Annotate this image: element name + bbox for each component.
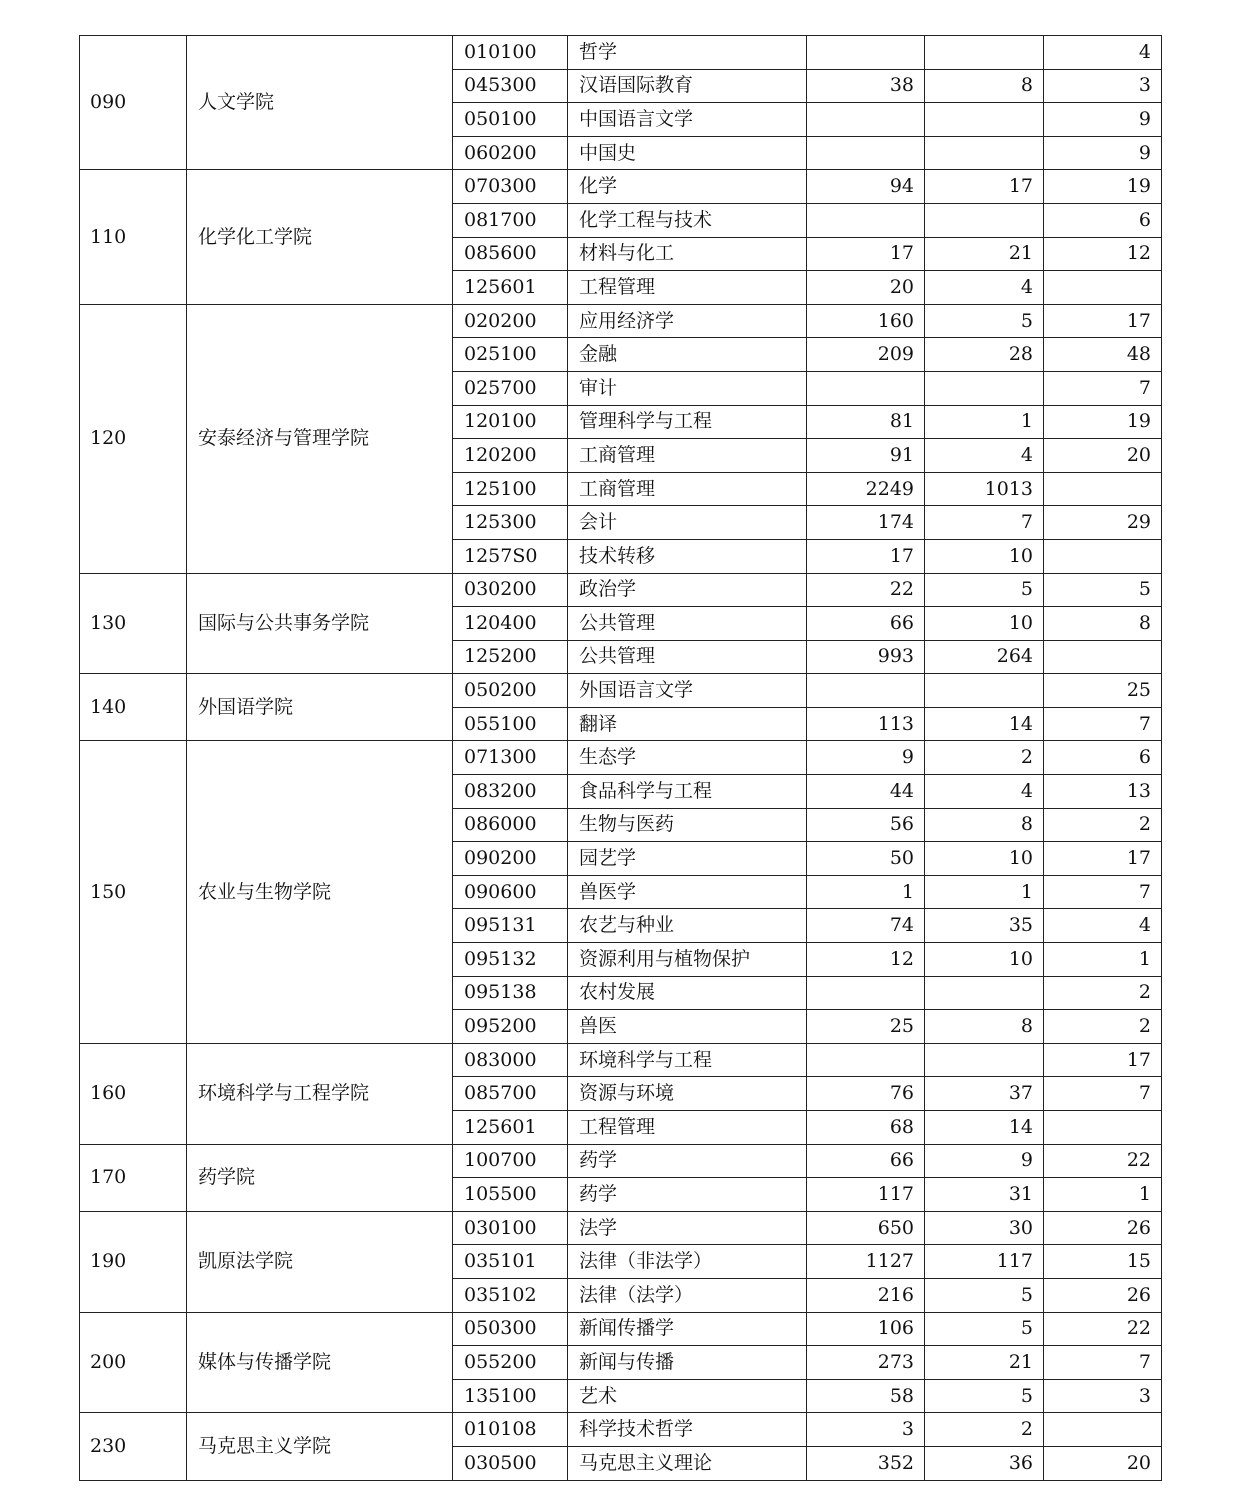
count-c-cell: 7 bbox=[1044, 1346, 1162, 1380]
count-b-cell: 1013 bbox=[925, 472, 1044, 506]
count-b-cell: 10 bbox=[925, 842, 1044, 876]
major-code-cell: 055200 bbox=[453, 1346, 568, 1380]
department-code-cell: 130 bbox=[80, 573, 187, 674]
major-code-cell: 083200 bbox=[453, 775, 568, 809]
department-code-cell: 140 bbox=[80, 674, 187, 741]
major-name-cell: 资源利用与植物保护 bbox=[568, 943, 807, 977]
major-code-cell: 086000 bbox=[453, 808, 568, 842]
count-b-cell: 4 bbox=[925, 439, 1044, 473]
major-code-cell: 050100 bbox=[453, 103, 568, 137]
count-b-cell: 17 bbox=[925, 170, 1044, 204]
count-a-cell: 74 bbox=[807, 909, 925, 943]
count-c-cell: 1 bbox=[1044, 1178, 1162, 1212]
department-name-cell: 凯原法学院 bbox=[187, 1211, 453, 1312]
major-name-cell: 科学技术哲学 bbox=[568, 1413, 807, 1447]
major-name-cell: 环境科学与工程 bbox=[568, 1043, 807, 1077]
department-code-cell: 190 bbox=[80, 1211, 187, 1312]
count-b-cell: 4 bbox=[925, 271, 1044, 305]
count-b-cell: 21 bbox=[925, 1346, 1044, 1380]
enrollment-table bbox=[79, 35, 1162, 1481]
count-a-cell: 2249 bbox=[807, 472, 925, 506]
count-c-cell: 25 bbox=[1044, 674, 1162, 708]
major-name-cell: 药学 bbox=[568, 1144, 807, 1178]
count-c-cell: 22 bbox=[1044, 1312, 1162, 1346]
count-c-cell: 7 bbox=[1044, 1077, 1162, 1111]
major-code-cell: 095131 bbox=[453, 909, 568, 943]
table-row bbox=[80, 1144, 1162, 1178]
major-name-cell: 园艺学 bbox=[568, 842, 807, 876]
department-name-cell: 马克思主义学院 bbox=[187, 1413, 453, 1480]
count-b-cell bbox=[925, 371, 1044, 405]
count-b-cell: 1 bbox=[925, 405, 1044, 439]
major-code-cell: 035102 bbox=[453, 1278, 568, 1312]
count-a-cell: 58 bbox=[807, 1379, 925, 1413]
count-c-cell: 3 bbox=[1044, 1379, 1162, 1413]
major-code-cell: 085600 bbox=[453, 237, 568, 271]
count-c-cell bbox=[1044, 1111, 1162, 1145]
major-name-cell: 法学 bbox=[568, 1211, 807, 1245]
count-c-cell: 9 bbox=[1044, 136, 1162, 170]
count-a-cell: 17 bbox=[807, 237, 925, 271]
major-code-cell: 071300 bbox=[453, 741, 568, 775]
count-b-cell: 37 bbox=[925, 1077, 1044, 1111]
count-a-cell bbox=[807, 203, 925, 237]
count-a-cell: 117 bbox=[807, 1178, 925, 1212]
count-b-cell: 117 bbox=[925, 1245, 1044, 1279]
count-b-cell: 4 bbox=[925, 775, 1044, 809]
count-c-cell: 7 bbox=[1044, 875, 1162, 909]
count-c-cell: 26 bbox=[1044, 1211, 1162, 1245]
count-c-cell bbox=[1044, 271, 1162, 305]
major-name-cell: 生物与医药 bbox=[568, 808, 807, 842]
count-a-cell: 38 bbox=[807, 69, 925, 103]
count-a-cell: 9 bbox=[807, 741, 925, 775]
major-code-cell: 125601 bbox=[453, 271, 568, 305]
count-b-cell: 2 bbox=[925, 1413, 1044, 1447]
major-name-cell: 公共管理 bbox=[568, 640, 807, 674]
count-c-cell: 15 bbox=[1044, 1245, 1162, 1279]
major-code-cell: 055100 bbox=[453, 707, 568, 741]
major-code-cell: 095138 bbox=[453, 976, 568, 1010]
department-code-cell: 200 bbox=[80, 1312, 187, 1413]
count-c-cell: 17 bbox=[1044, 842, 1162, 876]
major-code-cell: 120200 bbox=[453, 439, 568, 473]
count-b-cell bbox=[925, 103, 1044, 137]
major-code-cell: 125200 bbox=[453, 640, 568, 674]
table-row bbox=[80, 674, 1162, 708]
major-name-cell: 农村发展 bbox=[568, 976, 807, 1010]
major-code-cell: 090200 bbox=[453, 842, 568, 876]
count-a-cell: 56 bbox=[807, 808, 925, 842]
count-a-cell bbox=[807, 674, 925, 708]
count-b-cell bbox=[925, 674, 1044, 708]
major-name-cell: 哲学 bbox=[568, 36, 807, 70]
count-a-cell: 68 bbox=[807, 1111, 925, 1145]
count-c-cell: 6 bbox=[1044, 741, 1162, 775]
major-code-cell: 090600 bbox=[453, 875, 568, 909]
count-a-cell: 12 bbox=[807, 943, 925, 977]
count-b-cell: 8 bbox=[925, 69, 1044, 103]
count-c-cell: 19 bbox=[1044, 405, 1162, 439]
count-c-cell: 4 bbox=[1044, 909, 1162, 943]
count-a-cell: 50 bbox=[807, 842, 925, 876]
major-name-cell: 工商管理 bbox=[568, 439, 807, 473]
major-code-cell: 083000 bbox=[453, 1043, 568, 1077]
count-a-cell: 273 bbox=[807, 1346, 925, 1380]
table-row bbox=[80, 170, 1162, 204]
count-c-cell: 2 bbox=[1044, 808, 1162, 842]
count-c-cell: 26 bbox=[1044, 1278, 1162, 1312]
major-name-cell: 兽医 bbox=[568, 1010, 807, 1044]
count-a-cell: 993 bbox=[807, 640, 925, 674]
department-code-cell: 170 bbox=[80, 1144, 187, 1211]
count-c-cell: 7 bbox=[1044, 707, 1162, 741]
major-code-cell: 025100 bbox=[453, 338, 568, 372]
major-code-cell: 050200 bbox=[453, 674, 568, 708]
table-row bbox=[80, 1312, 1162, 1346]
major-code-cell: 030100 bbox=[453, 1211, 568, 1245]
count-a-cell: 17 bbox=[807, 539, 925, 573]
count-a-cell: 1 bbox=[807, 875, 925, 909]
table-row bbox=[80, 741, 1162, 775]
major-name-cell: 化学 bbox=[568, 170, 807, 204]
major-code-cell: 125601 bbox=[453, 1111, 568, 1145]
count-b-cell: 10 bbox=[925, 607, 1044, 641]
major-name-cell: 公共管理 bbox=[568, 607, 807, 641]
count-a-cell bbox=[807, 976, 925, 1010]
table-row bbox=[80, 36, 1162, 70]
major-code-cell: 135100 bbox=[453, 1379, 568, 1413]
count-a-cell: 3 bbox=[807, 1413, 925, 1447]
count-b-cell: 14 bbox=[925, 1111, 1044, 1145]
department-name-cell: 国际与公共事务学院 bbox=[187, 573, 453, 674]
count-b-cell: 36 bbox=[925, 1446, 1044, 1480]
major-name-cell: 资源与环境 bbox=[568, 1077, 807, 1111]
major-name-cell: 管理科学与工程 bbox=[568, 405, 807, 439]
count-b-cell: 5 bbox=[925, 304, 1044, 338]
major-name-cell: 翻译 bbox=[568, 707, 807, 741]
department-code-cell: 160 bbox=[80, 1043, 187, 1144]
count-b-cell: 264 bbox=[925, 640, 1044, 674]
major-code-cell: 030200 bbox=[453, 573, 568, 607]
count-b-cell bbox=[925, 36, 1044, 70]
department-code-cell: 090 bbox=[80, 36, 187, 170]
count-a-cell: 66 bbox=[807, 1144, 925, 1178]
major-name-cell: 中国语言文学 bbox=[568, 103, 807, 137]
major-name-cell: 政治学 bbox=[568, 573, 807, 607]
department-name-cell: 安泰经济与管理学院 bbox=[187, 304, 453, 573]
count-a-cell: 44 bbox=[807, 775, 925, 809]
department-name-cell: 农业与生物学院 bbox=[187, 741, 453, 1043]
table-body bbox=[80, 36, 1162, 1481]
count-c-cell: 48 bbox=[1044, 338, 1162, 372]
count-b-cell: 21 bbox=[925, 237, 1044, 271]
count-c-cell: 5 bbox=[1044, 573, 1162, 607]
major-name-cell: 金融 bbox=[568, 338, 807, 372]
major-name-cell: 法律（非法学） bbox=[568, 1245, 807, 1279]
count-a-cell: 91 bbox=[807, 439, 925, 473]
count-b-cell bbox=[925, 976, 1044, 1010]
count-a-cell: 76 bbox=[807, 1077, 925, 1111]
count-c-cell: 1 bbox=[1044, 943, 1162, 977]
count-c-cell: 3 bbox=[1044, 69, 1162, 103]
major-code-cell: 045300 bbox=[453, 69, 568, 103]
count-a-cell: 106 bbox=[807, 1312, 925, 1346]
count-a-cell: 22 bbox=[807, 573, 925, 607]
major-code-cell: 025700 bbox=[453, 371, 568, 405]
count-a-cell: 160 bbox=[807, 304, 925, 338]
count-b-cell: 30 bbox=[925, 1211, 1044, 1245]
count-a-cell bbox=[807, 36, 925, 70]
major-name-cell: 工程管理 bbox=[568, 271, 807, 305]
major-code-cell: 070300 bbox=[453, 170, 568, 204]
count-a-cell bbox=[807, 103, 925, 137]
count-a-cell: 352 bbox=[807, 1446, 925, 1480]
count-c-cell: 29 bbox=[1044, 506, 1162, 540]
count-c-cell bbox=[1044, 1413, 1162, 1447]
count-c-cell: 2 bbox=[1044, 1010, 1162, 1044]
major-name-cell: 会计 bbox=[568, 506, 807, 540]
major-code-cell: 010100 bbox=[453, 36, 568, 70]
major-name-cell: 中国史 bbox=[568, 136, 807, 170]
major-name-cell: 食品科学与工程 bbox=[568, 775, 807, 809]
count-c-cell: 19 bbox=[1044, 170, 1162, 204]
table-row bbox=[80, 573, 1162, 607]
major-code-cell: 081700 bbox=[453, 203, 568, 237]
major-code-cell: 125300 bbox=[453, 506, 568, 540]
count-a-cell: 20 bbox=[807, 271, 925, 305]
department-name-cell: 药学院 bbox=[187, 1144, 453, 1211]
table-row bbox=[80, 304, 1162, 338]
count-b-cell: 7 bbox=[925, 506, 1044, 540]
count-c-cell bbox=[1044, 539, 1162, 573]
count-b-cell: 28 bbox=[925, 338, 1044, 372]
major-code-cell: 035101 bbox=[453, 1245, 568, 1279]
count-b-cell: 2 bbox=[925, 741, 1044, 775]
major-code-cell: 100700 bbox=[453, 1144, 568, 1178]
major-name-cell: 兽医学 bbox=[568, 875, 807, 909]
table-row bbox=[80, 1413, 1162, 1447]
major-code-cell: 120400 bbox=[453, 607, 568, 641]
count-b-cell: 35 bbox=[925, 909, 1044, 943]
count-a-cell: 81 bbox=[807, 405, 925, 439]
count-a-cell: 113 bbox=[807, 707, 925, 741]
count-b-cell: 31 bbox=[925, 1178, 1044, 1212]
department-name-cell: 媒体与传播学院 bbox=[187, 1312, 453, 1413]
department-name-cell: 人文学院 bbox=[187, 36, 453, 170]
major-name-cell: 新闻传播学 bbox=[568, 1312, 807, 1346]
department-code-cell: 120 bbox=[80, 304, 187, 573]
major-code-cell: 095132 bbox=[453, 943, 568, 977]
count-c-cell: 7 bbox=[1044, 371, 1162, 405]
major-code-cell: 010108 bbox=[453, 1413, 568, 1447]
major-code-cell: 060200 bbox=[453, 136, 568, 170]
count-a-cell: 25 bbox=[807, 1010, 925, 1044]
count-a-cell: 1127 bbox=[807, 1245, 925, 1279]
major-name-cell: 外国语言文学 bbox=[568, 674, 807, 708]
count-c-cell: 17 bbox=[1044, 1043, 1162, 1077]
major-code-cell: 030500 bbox=[453, 1446, 568, 1480]
major-name-cell: 生态学 bbox=[568, 741, 807, 775]
count-b-cell: 5 bbox=[925, 1278, 1044, 1312]
count-c-cell: 17 bbox=[1044, 304, 1162, 338]
count-c-cell: 12 bbox=[1044, 237, 1162, 271]
count-c-cell: 20 bbox=[1044, 439, 1162, 473]
major-name-cell: 农艺与种业 bbox=[568, 909, 807, 943]
major-code-cell: 120100 bbox=[453, 405, 568, 439]
count-c-cell: 9 bbox=[1044, 103, 1162, 137]
count-c-cell: 22 bbox=[1044, 1144, 1162, 1178]
count-b-cell bbox=[925, 1043, 1044, 1077]
major-code-cell: 095200 bbox=[453, 1010, 568, 1044]
count-b-cell: 9 bbox=[925, 1144, 1044, 1178]
count-a-cell: 216 bbox=[807, 1278, 925, 1312]
department-name-cell: 环境科学与工程学院 bbox=[187, 1043, 453, 1144]
major-code-cell: 050300 bbox=[453, 1312, 568, 1346]
major-code-cell: 085700 bbox=[453, 1077, 568, 1111]
major-name-cell: 审计 bbox=[568, 371, 807, 405]
count-b-cell bbox=[925, 136, 1044, 170]
count-a-cell: 209 bbox=[807, 338, 925, 372]
major-name-cell: 应用经济学 bbox=[568, 304, 807, 338]
major-name-cell: 工程管理 bbox=[568, 1111, 807, 1145]
major-code-cell: 020200 bbox=[453, 304, 568, 338]
count-c-cell: 4 bbox=[1044, 36, 1162, 70]
major-name-cell: 法律（法学） bbox=[568, 1278, 807, 1312]
table-row bbox=[80, 1211, 1162, 1245]
count-b-cell: 1 bbox=[925, 875, 1044, 909]
count-a-cell: 650 bbox=[807, 1211, 925, 1245]
count-c-cell: 13 bbox=[1044, 775, 1162, 809]
count-a-cell: 94 bbox=[807, 170, 925, 204]
count-c-cell: 6 bbox=[1044, 203, 1162, 237]
major-name-cell: 化学工程与技术 bbox=[568, 203, 807, 237]
major-name-cell: 艺术 bbox=[568, 1379, 807, 1413]
department-name-cell: 外国语学院 bbox=[187, 674, 453, 741]
major-name-cell: 药学 bbox=[568, 1178, 807, 1212]
major-name-cell: 材料与化工 bbox=[568, 237, 807, 271]
major-name-cell: 技术转移 bbox=[568, 539, 807, 573]
department-code-cell: 110 bbox=[80, 170, 187, 304]
major-code-cell: 105500 bbox=[453, 1178, 568, 1212]
count-a-cell: 66 bbox=[807, 607, 925, 641]
count-c-cell: 8 bbox=[1044, 607, 1162, 641]
major-name-cell: 工商管理 bbox=[568, 472, 807, 506]
major-name-cell: 汉语国际教育 bbox=[568, 69, 807, 103]
count-b-cell: 8 bbox=[925, 1010, 1044, 1044]
count-b-cell: 8 bbox=[925, 808, 1044, 842]
count-b-cell: 5 bbox=[925, 1312, 1044, 1346]
department-name-cell: 化学化工学院 bbox=[187, 170, 453, 304]
count-a-cell bbox=[807, 371, 925, 405]
count-c-cell: 20 bbox=[1044, 1446, 1162, 1480]
count-b-cell: 10 bbox=[925, 539, 1044, 573]
count-b-cell: 10 bbox=[925, 943, 1044, 977]
major-name-cell: 新闻与传播 bbox=[568, 1346, 807, 1380]
major-code-cell: 125100 bbox=[453, 472, 568, 506]
major-name-cell: 马克思主义理论 bbox=[568, 1446, 807, 1480]
count-b-cell: 14 bbox=[925, 707, 1044, 741]
count-c-cell bbox=[1044, 472, 1162, 506]
count-c-cell: 2 bbox=[1044, 976, 1162, 1010]
department-code-cell: 150 bbox=[80, 741, 187, 1043]
department-code-cell: 230 bbox=[80, 1413, 187, 1480]
count-a-cell bbox=[807, 136, 925, 170]
count-b-cell bbox=[925, 203, 1044, 237]
count-b-cell: 5 bbox=[925, 1379, 1044, 1413]
count-c-cell bbox=[1044, 640, 1162, 674]
table-row bbox=[80, 1043, 1162, 1077]
count-a-cell bbox=[807, 1043, 925, 1077]
count-b-cell: 5 bbox=[925, 573, 1044, 607]
major-code-cell: 1257S0 bbox=[453, 539, 568, 573]
count-a-cell: 174 bbox=[807, 506, 925, 540]
